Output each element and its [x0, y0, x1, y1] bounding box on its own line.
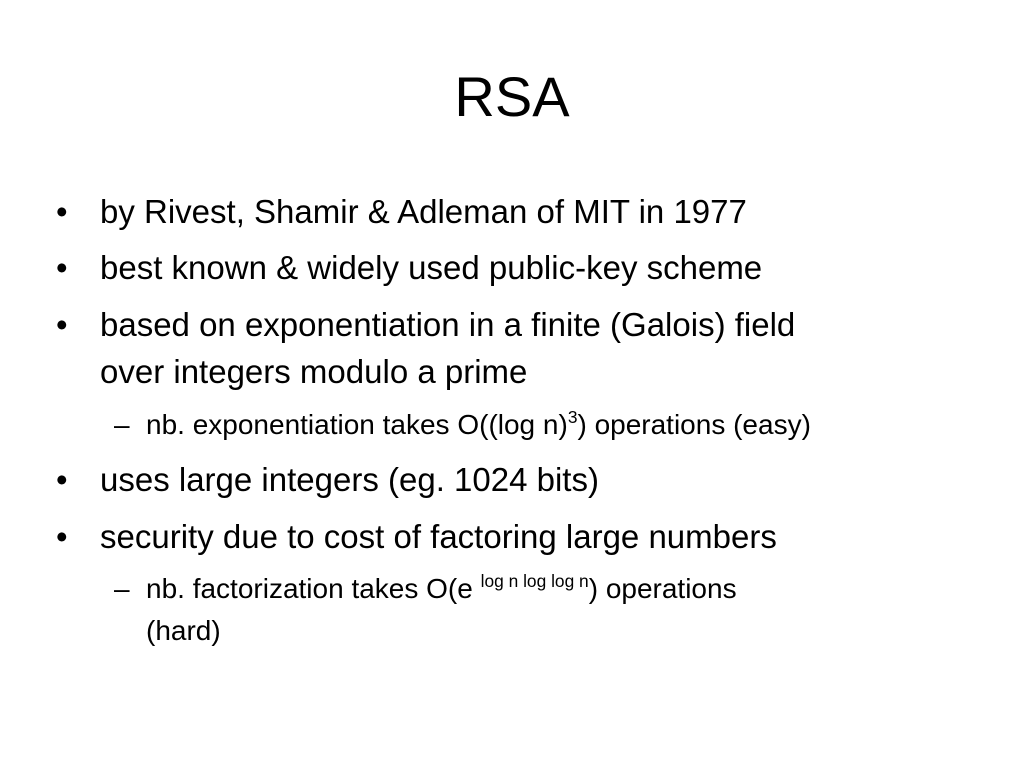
sub-bullet-text	[146, 572, 737, 606]
bullet-text: security due to cost of factoring large numbers	[100, 518, 777, 555]
sub-bullet-marker: –	[114, 409, 130, 440]
exponent: 3	[567, 406, 578, 427]
sub-bullet-marker: –	[114, 573, 130, 604]
bullet-text: uses large integers (eg. 1024 bits)	[100, 461, 599, 498]
sub-bullet-text-continuation: (hard)	[146, 615, 221, 646]
bullet-marker: •	[56, 518, 68, 555]
sub-bullet-text-pre: nb. exponentiation takes O((log n)	[146, 409, 568, 440]
exponent: log n log log n	[480, 570, 589, 591]
bullet-text: by Rivest, Shamir & Adleman of MIT in 1977	[100, 193, 747, 230]
bullet-text: based on exponentiation in a finite (Galois) field	[100, 306, 796, 343]
bullet-marker: •	[56, 306, 68, 343]
bullet-text-continuation: over integers modulo a prime	[100, 353, 528, 390]
sub-bullet-text-post: ) operations	[588, 573, 737, 604]
sub-bullet-text-pre: nb. factorization takes O(e	[146, 573, 481, 604]
slide-title: RSA	[454, 65, 570, 128]
bullet-text: best known & widely used public-key scheme	[100, 249, 763, 286]
bullet-marker: •	[56, 461, 68, 498]
bullet-marker: •	[56, 193, 68, 230]
bullet-marker: •	[56, 249, 68, 286]
sub-bullet-text-post: ) operations (easy)	[577, 409, 811, 440]
sub-bullet-text	[146, 408, 811, 442]
